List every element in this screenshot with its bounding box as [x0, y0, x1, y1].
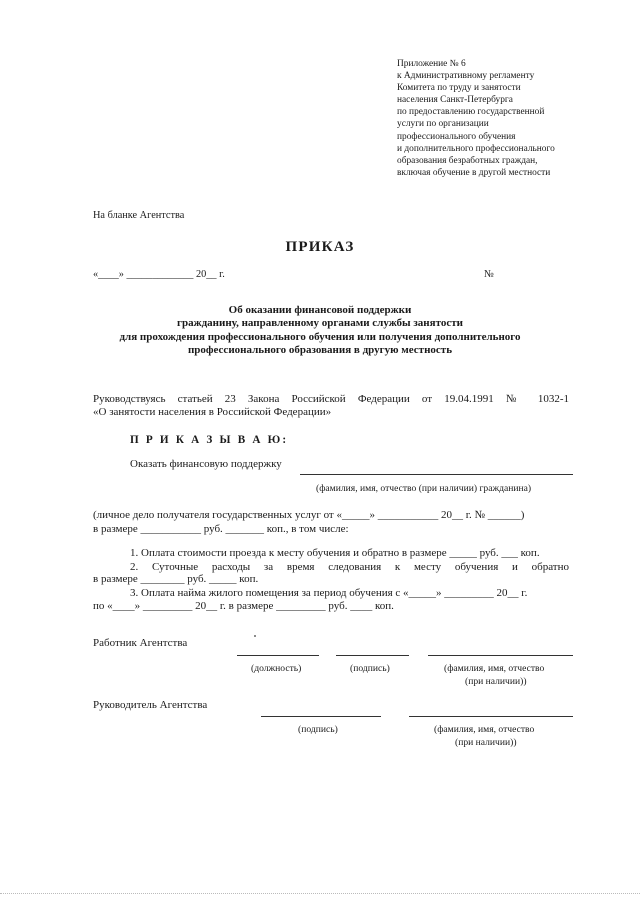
item-travel-cost: 1. Оплата стоимости проезда к месту обучения и обратно в размере _____ руб. ___ коп.: [130, 547, 540, 559]
appendix-line: профессионального обучения: [397, 131, 516, 142]
amount-line: в размере ___________ руб. _______ коп., в том числе:: [93, 523, 349, 535]
support-label: Оказать финансовую поддержку: [130, 458, 282, 470]
head-label: Руководитель Агентства: [93, 699, 208, 711]
item-housing-cost-period: по «____» _________ 20__ г. в размере _________ руб. ____ коп.: [93, 600, 394, 612]
worker-name-line: [428, 655, 573, 656]
worker-position-line: [237, 655, 319, 656]
appendix-line: Комитета по труду и занятости: [397, 83, 521, 94]
subject-line: гражданину, направленному органами службы занятости: [177, 317, 463, 330]
appendix-line: включая обучение в другой местности: [397, 167, 551, 178]
item-daily-allowance-amount: в размере ________ руб. _____ коп.: [93, 573, 259, 585]
item-daily-allowance: 2. Суточные расходы за время следования к месту обучения и обратно: [130, 561, 569, 573]
subject-line: для прохождения профессионального обучения или получения дополнительного: [119, 330, 521, 343]
order-number: №: [484, 269, 494, 280]
recipient-name-line: [300, 474, 573, 475]
basis-line-1: Руководствуясь статьей 23 Закона Российской Федерации от 19.04.1991 № 1032-1: [93, 393, 569, 405]
appendix-line: образования безработных граждан,: [397, 155, 538, 166]
position-caption: (должность): [251, 663, 302, 674]
basis-line-2: «О занятости населения в Российской Федерации»: [93, 406, 332, 418]
case-line: (личное дело получателя государственных услуг от «_____» ___________ 20__ г. № ______): [93, 509, 525, 521]
order-subject: [0, 304, 640, 358]
name-caption-line2: (при наличии)): [465, 676, 527, 687]
head-name-line: [409, 716, 573, 717]
appendix-line: услуги по организации: [397, 119, 489, 130]
subject-line: профессионального образования в другую местность: [187, 344, 453, 357]
appendix-line: к Административному регламенту: [397, 71, 535, 82]
name-caption-line1: (фамилия, имя, отчество: [444, 663, 545, 674]
head-name-caption-line1: (фамилия, имя, отчество: [434, 724, 535, 735]
order-date: «____» _____________ 20__ г.: [93, 269, 225, 280]
letterhead-note: На бланке Агентства: [93, 210, 185, 221]
item-housing-cost: 3. Оплата найма жилого помещения за период обучения с «_____» _________ 20__ г.: [130, 587, 528, 599]
orders-heading: П Р И К А З Ы В А Ю:: [130, 434, 289, 446]
worker-label: Работник Агентства: [93, 637, 188, 649]
scan-edge: [0, 892, 640, 894]
appendix-line: Приложение № 6: [397, 59, 466, 69]
head-signature-line: [261, 716, 381, 717]
appendix-block: [397, 58, 555, 179]
scan-speck: [254, 635, 256, 637]
document-title: ПРИКАЗ: [285, 239, 355, 255]
appendix-line: населения Санкт-Петербурга: [397, 95, 513, 106]
recipient-name-caption: (фамилия, имя, отчество (при наличии) гражданина): [316, 483, 532, 494]
worker-signature-line: [336, 655, 409, 656]
head-name-caption-line2: (при наличии)): [455, 737, 517, 748]
signature-caption: (подпись): [350, 663, 390, 674]
head-signature-caption: (подпись): [298, 724, 338, 735]
subject-line: Об оказании финансовой поддержки: [228, 304, 412, 316]
appendix-line: по предоставлению государственной: [397, 107, 545, 118]
appendix-line: и дополнительного профессионального: [397, 143, 555, 154]
